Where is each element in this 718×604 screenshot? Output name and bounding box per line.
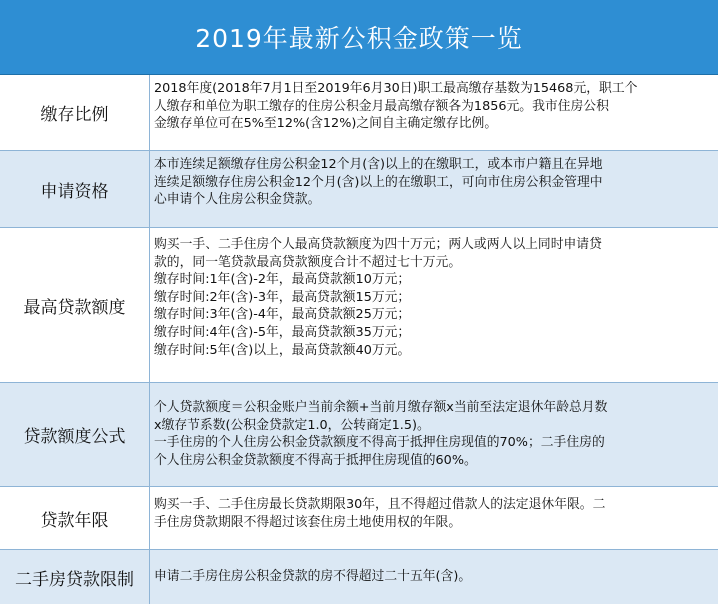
row-label: 二手房贷款限制 [0,550,150,604]
row-content [154,550,714,604]
row-label: 缴存比例 [0,75,150,150]
row-secondhand-restriction [0,550,718,604]
row-content [154,156,714,209]
content-line: 缴存时间:4年(含)-5年，最高贷款额35万元； [154,324,411,340]
content-line: 2018年度(2018年7月1日至2019年6月30日)职工最高缴存基数为15468元，职工个 [154,81,638,96]
content-line: 缴存时间:5年(含)以上，最高贷款额40万元。 [154,342,411,358]
content-line: 金缴存单位可在5%至12%(含12%)之间自主确定缴存比例。 [154,116,498,132]
content-line: x缴存节系数(公积金贷款定1.0，公转商定1.5)。 [154,417,430,433]
row-label: 贷款额度公式 [0,383,150,486]
content-line: 缴存时间:2年(含)-3年，最高贷款额15万元； [154,289,411,305]
content-line: 本市连续足额缴存住房公积金12个月(含)以上的在缴职工，或本市户籍且在异地 [154,157,603,172]
row-content [154,236,714,359]
row-loan-formula [0,383,718,487]
content-line: 一手住房的个人住房公积金贷款额度不得高于抵押住房现值的70%；二手住房的 [154,435,605,451]
row-label: 贷款年限 [0,487,150,549]
content-line: 手住房贷款期限不得超过该套住房土地使用权的年限。 [154,514,462,530]
content-line: 款的，同一笔贷款最高贷款额度合计不超过七十万元。 [154,254,462,270]
content-line: 缴存时间:1年(含)-2年，最高贷款额10万元； [154,272,411,288]
row-contribution-ratio [0,75,718,151]
content-line: 心申请个人住房公积金贷款。 [154,192,321,208]
row-max-loan-amount [0,228,718,383]
row-eligibility [0,151,718,228]
content-line: 人缴存和单位为职工缴存的住房公积金月最高缴存额各为1856元。我市住房公积 [154,98,609,114]
content-line: 申请二手房住房公积金贷款的房不得超过二十五年(含)。 [154,569,472,585]
content-line: 连续足额缴存住房公积金12个月(含)以上的在缴职工，可向市住房公积金管理中 [154,174,603,190]
content-line: 个人住房公积金贷款额度不得高于抵押住房现值的60%。 [154,452,477,468]
row-label: 最高贷款额度 [0,228,150,382]
content-line: 个人贷款额度＝公积金账户当前余额+当前月缴存额x当前至法定退休年龄总月数 [154,400,608,415]
content-line: 购买一手、二手住房最长贷款期限30年，且不得超过借款人的法定退休年限。二 [154,497,606,512]
row-content [154,399,714,469]
content-line: 缴存时间:3年(含)-4年，最高贷款额25万元； [154,307,411,323]
row-content [154,80,714,133]
row-label: 申请资格 [0,151,150,227]
page-title: 2019年最新公积金政策一览 [0,0,718,75]
row-content [154,496,714,531]
content-line: 购买一手、二手住房个人最高贷款额度为四十万元；两人或两人以上同时申请贷 [154,237,602,252]
row-loan-term [0,487,718,550]
